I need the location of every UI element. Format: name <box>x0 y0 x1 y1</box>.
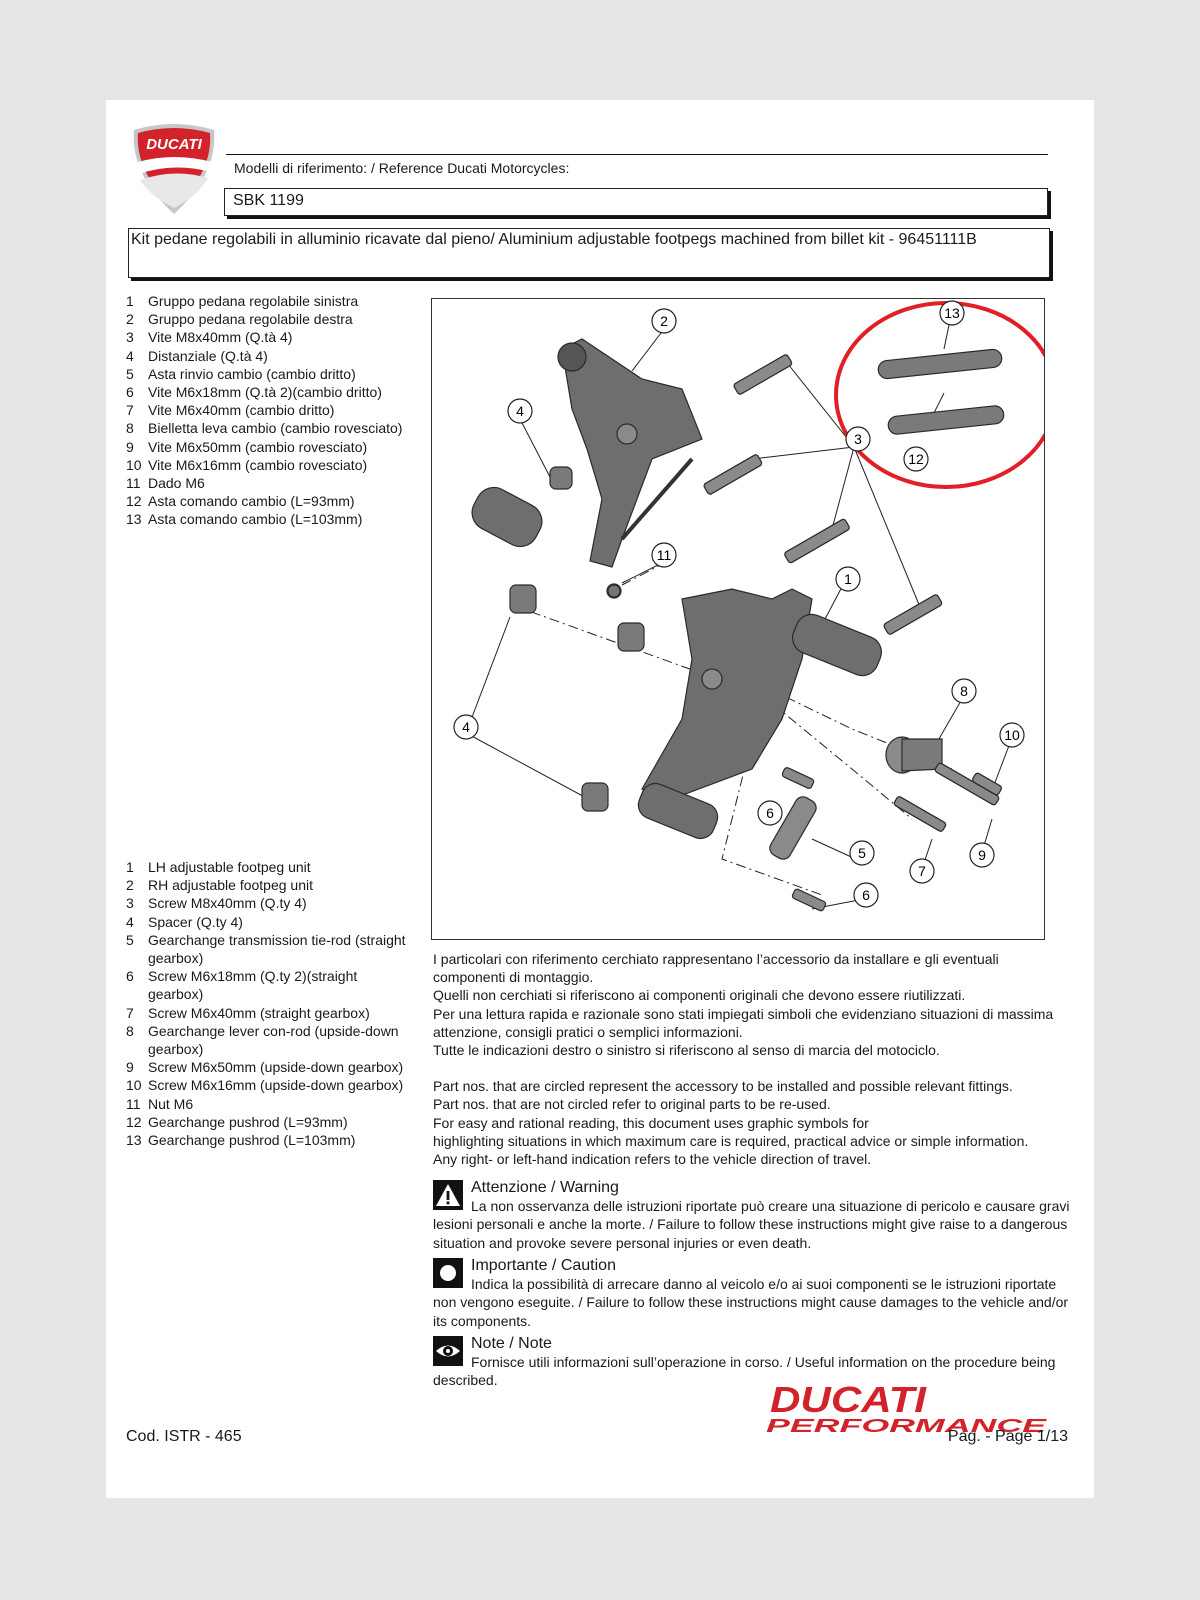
list-item <box>126 1076 406 1094</box>
list-item <box>126 894 406 912</box>
part-number: 5 <box>126 365 134 382</box>
warning-block <box>433 1178 1073 1252</box>
note-it-3: Per una lettura rapida e razionale sono stati impiegati simboli che evidenziano situazioni di massima attenzione, consigli pratici o semplici informazioni. <box>433 1005 1054 1040</box>
part-description: Vite M6x40mm (cambio dritto) <box>148 402 335 419</box>
list-item <box>126 492 406 510</box>
svg-text:12: 12 <box>908 451 924 467</box>
svg-text:9: 9 <box>978 847 986 863</box>
model-box <box>224 188 1048 216</box>
kit-title-box <box>128 228 1050 278</box>
svg-text:3: 3 <box>854 431 862 447</box>
note-body: Fornisce utili informazioni sull’operazione in corso. / Useful information on the procedure being described. <box>433 1354 1056 1389</box>
caution-block <box>433 1256 1073 1330</box>
callout-12 <box>904 447 928 471</box>
caution-body: Indica la possibilità di arrecare danno al veicolo e/o ai suoi componenti se le istruzioni riportate non vengono eseguite. / Failure to follow these instructions might cause damages to the vehicle and/or its components. <box>433 1276 1069 1329</box>
list-item <box>126 365 406 383</box>
part-number: 8 <box>126 420 134 437</box>
note-en-2: Part nos. that are not circled refer to original parts to be re-used. <box>433 1096 831 1113</box>
part-description: Nut M6 <box>148 1095 194 1112</box>
note-title: Note / Note <box>471 1335 552 1352</box>
caution-dot-icon <box>433 1258 463 1288</box>
svg-text:11: 11 <box>656 547 672 563</box>
parts-list-italian <box>126 292 406 529</box>
instruction-page <box>106 100 1094 1498</box>
callout-8 <box>952 679 976 703</box>
list-item <box>126 510 406 528</box>
eye-icon <box>433 1336 463 1366</box>
callout-2 <box>652 309 676 333</box>
header-rule <box>226 154 1048 155</box>
list-item <box>126 292 406 310</box>
exploded-view-drawing <box>432 299 1044 939</box>
svg-text:10: 10 <box>1004 727 1020 743</box>
list-item <box>126 1058 406 1076</box>
part-description: Asta rinvio cambio (cambio dritto) <box>148 365 356 382</box>
part-number: 5 <box>126 931 134 948</box>
part-number: 8 <box>126 1022 134 1039</box>
part-number: 6 <box>126 384 134 401</box>
part-number: 4 <box>126 913 134 930</box>
warning-triangle-icon <box>433 1180 463 1210</box>
svg-text:5: 5 <box>858 845 866 861</box>
list-item <box>126 383 406 401</box>
list-item <box>126 967 406 1003</box>
part-number: 3 <box>126 895 134 912</box>
part-description: Asta comando cambio (L=103mm) <box>148 511 363 528</box>
callout-5 <box>850 841 874 865</box>
part-number: 12 <box>126 1113 142 1130</box>
note-en-1: Part nos. that are circled represent the accessory to be installed and possible relevant fittings. <box>433 1078 1013 1095</box>
part-number: 13 <box>126 1132 142 1149</box>
part-description: Dado M6 <box>148 475 205 492</box>
callout-6 <box>854 883 878 907</box>
part-description: Gruppo pedana regolabile sinistra <box>148 293 359 309</box>
part-number: 13 <box>126 511 142 528</box>
svg-text:1: 1 <box>844 571 852 587</box>
list-item <box>126 347 406 365</box>
part-description: RH adjustable footpeg unit <box>148 877 313 894</box>
list-item <box>126 419 406 437</box>
list-item <box>126 310 406 328</box>
svg-text:6: 6 <box>766 805 774 821</box>
part-number: 4 <box>126 347 134 364</box>
list-item <box>126 1004 406 1022</box>
note-en-3: For easy and rational reading, this document uses graphic symbols for <box>433 1114 869 1131</box>
part-number: 2 <box>126 311 134 328</box>
note-en-5: Any right- or left-hand indication refers to the vehicle direction of travel. <box>433 1151 872 1168</box>
list-item <box>126 328 406 346</box>
part-description: Vite M8x40mm (Q.tà 4) <box>148 329 293 346</box>
svg-text:13: 13 <box>944 305 960 321</box>
part-number: 11 <box>126 475 141 492</box>
exploded-view-figure <box>431 298 1045 940</box>
callout-6 <box>758 801 782 825</box>
ducati-logo-icon <box>128 122 220 216</box>
callout-4 <box>454 715 478 739</box>
svg-text:2: 2 <box>660 313 668 329</box>
caution-title: Importante / Caution <box>471 1257 616 1274</box>
part-number: 9 <box>126 438 134 455</box>
part-number: 2 <box>126 877 134 894</box>
callout-7 <box>910 859 934 883</box>
svg-text:4: 4 <box>516 403 524 419</box>
part-number: 6 <box>126 968 134 985</box>
callout-13 <box>940 301 964 325</box>
part-number: 3 <box>126 329 134 346</box>
part-number: 7 <box>126 402 134 419</box>
part-description: Gearchange lever con-rod (upside-down gearbox) <box>148 1022 399 1058</box>
list-item <box>126 1095 406 1113</box>
callout-10 <box>1000 723 1024 747</box>
note-it-1: I particolari con riferimento cerchiato rappresentano l’accessorio da installare e gli eventuali componenti di montaggio. <box>433 951 999 986</box>
part-number: 1 <box>126 293 134 309</box>
part-description: Distanziale (Q.tà 4) <box>148 347 268 364</box>
part-description: Screw M6x18mm (Q.ty 2)(straight gearbox) <box>148 968 358 1003</box>
part-description: Screw M8x40mm (Q.ty 4) <box>148 895 307 912</box>
svg-text:8: 8 <box>960 683 968 699</box>
part-number: 9 <box>126 1059 134 1076</box>
warning-title: Attenzione / Warning <box>471 1179 619 1196</box>
note-it-2: Quelli non cerchiati si riferiscono ai componenti originali che devono essere riutilizzati. <box>433 987 966 1004</box>
list-item <box>126 913 406 931</box>
part-number: 7 <box>126 1004 134 1021</box>
list-item <box>126 438 406 456</box>
list-item <box>126 931 406 967</box>
document-code: Cod. ISTR - 465 <box>126 1428 242 1445</box>
warning-body: La non osservanza delle istruzioni riportate può creare una situazione di pericolo e causare gravi lesioni personali e anche la morte. / Failure to follow these instructions might give raise to a dangerous situation and provoke severe personal injuries or even death. <box>433 1198 1070 1251</box>
list-item <box>126 456 406 474</box>
svg-text:7: 7 <box>918 863 926 879</box>
model-name: SBK 1199 <box>233 192 304 209</box>
callout-9 <box>970 843 994 867</box>
svg-text:4: 4 <box>462 719 470 735</box>
list-item <box>126 858 406 876</box>
svg-text:DUCATI: DUCATI <box>146 136 202 153</box>
list-item <box>126 401 406 419</box>
part-description: Screw M6x16mm (upside-down gearbox) <box>148 1077 404 1094</box>
part-description: Vite M6x16mm (cambio rovesciato) <box>148 456 368 473</box>
callout-3 <box>846 427 870 451</box>
kit-title: Kit pedane regolabili in alluminio ricavate dal pieno/ Aluminium adjustable footpegs machined from billet kit - 96451111B <box>131 231 977 248</box>
part-description: Gearchange pushrod (L=93mm) <box>148 1113 348 1130</box>
list-item <box>126 1022 406 1058</box>
callout-4 <box>508 399 532 423</box>
list-item <box>126 474 406 492</box>
page-number: Pag. - Page 1/13 <box>947 1428 1068 1445</box>
svg-text:PERFORMANCE: PERFORMANCE <box>766 1416 1048 1436</box>
callout-11 <box>652 543 676 567</box>
part-description: Screw M6x40mm (straight gearbox) <box>148 1004 370 1021</box>
part-description: Gearchange transmission tie-rod (straight gearbox) <box>148 931 406 967</box>
part-description: Bielletta leva cambio (cambio rovesciato) <box>148 420 403 437</box>
part-number: 12 <box>126 493 142 510</box>
part-description: Vite M6x50mm (cambio rovesciato) <box>148 438 368 455</box>
part-number: 11 <box>126 1095 141 1112</box>
models-label: Modelli di riferimento: / Reference Ducati Motorcycles: <box>234 160 570 176</box>
part-description: Gearchange pushrod (L=103mm) <box>148 1132 356 1149</box>
list-item <box>126 1113 406 1131</box>
part-description: Spacer (Q.ty 4) <box>148 913 243 930</box>
callout-1 <box>836 567 860 591</box>
part-description: Screw M6x50mm (upside-down gearbox) <box>148 1059 404 1076</box>
note-it-4: Tutte le indicazioni destro o sinistro si riferiscono al senso di marcia del motociclo. <box>433 1042 940 1059</box>
part-number: 10 <box>126 456 142 473</box>
part-number: 1 <box>126 859 134 875</box>
parts-list-english <box>126 858 406 1149</box>
svg-text:6: 6 <box>862 887 870 903</box>
list-item <box>126 876 406 894</box>
part-description: Asta comando cambio (L=93mm) <box>148 493 355 510</box>
part-description: Gruppo pedana regolabile destra <box>148 311 353 328</box>
part-description: Vite M6x18mm (Q.tà 2)(cambio dritto) <box>148 384 382 401</box>
note-en-4: highlighting situations in which maximum care is required, practical advice or simple information. <box>433 1132 1029 1149</box>
part-number: 10 <box>126 1077 142 1094</box>
part-description: LH adjustable footpeg unit <box>148 859 311 875</box>
svg-text:DUCATI: DUCATI <box>770 1380 928 1420</box>
list-item <box>126 1131 406 1149</box>
notes-block <box>433 950 1073 1168</box>
